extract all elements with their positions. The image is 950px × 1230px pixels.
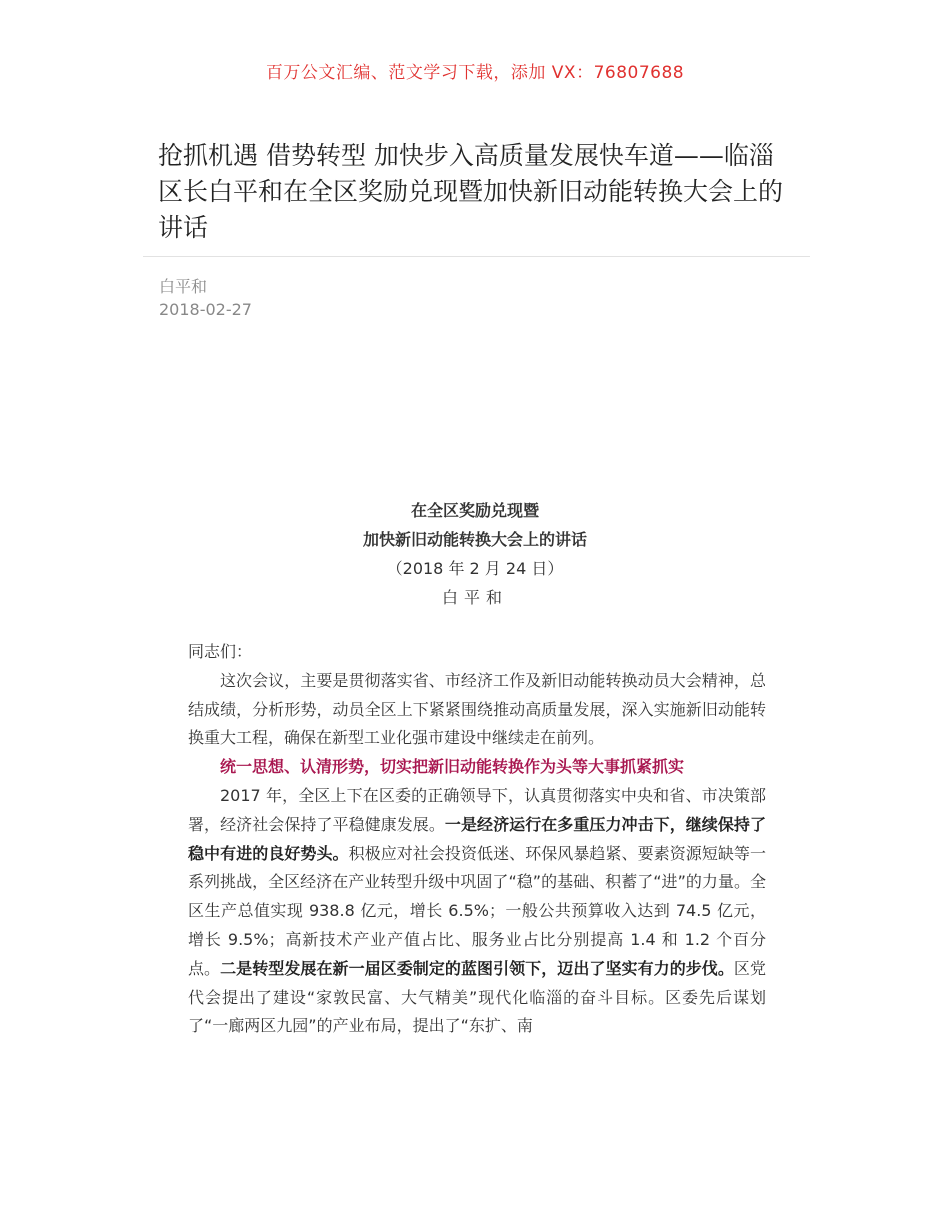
title-divider bbox=[143, 256, 810, 257]
intro-paragraph: 这次会议，主要是贯彻落实省、市经济工作及新旧动能转换动员大会精神，总结成绩，分析形势，动员全区上下紧紧围绕推动高质量发展，深入实施新旧动能转换重大工程，确保在新型工业化强市建设中继续走在前列。 bbox=[188, 670, 766, 748]
section-heading: 统一思想、认清形势，切实把新旧动能转换作为头等大事抓紧抓实 bbox=[220, 757, 685, 777]
article-title: 抢抓机遇 借势转型 加快步入高质量发展快车道——临淄区长白平和在全区奖励兑现暨加快新旧动能转换大会上的讲话 bbox=[158, 141, 784, 242]
article-author: 白平和 bbox=[159, 277, 208, 296]
speech-speaker: 白平和 bbox=[441, 588, 508, 607]
paragraph-text: 积极应对社会投资低迷、环保风暴趋紧、要素资源短缺等一系列挑战，全区经济在产业转型升级中巩固了“稳”的基础、积蓄了“进”的力量。全区生产总值实现 938.8 亿元，增长 6.5%；一般公共预算收入达到 74.5 亿元，增长 9.5%；高新技术产业产值占比、服务业占比分别提高 1.4 和 1.2 个百分点。 bbox=[188, 843, 766, 978]
paragraph-text: 2017 年，全区上下在区委的正确领导下，认真贯彻落实中央和省、市决策部署，经济社会保持了平稳健康发展。 bbox=[188, 785, 766, 834]
article-date: 2018-02-27 bbox=[159, 300, 252, 319]
speech-date: （2018 年 2 月 24 日） bbox=[386, 559, 564, 578]
article-meta bbox=[159, 275, 252, 321]
paragraph-text: 区党代会提出了建设“家敦民富、大气精美”现代化临淄的奋斗目标。区委先后谋划了“一廊两区九园”的产业布局，提出了“东扩、南 bbox=[188, 958, 766, 1036]
speech-heading-line2: 加快新旧动能转换大会上的讲话 bbox=[362, 530, 587, 549]
salutation: 同志们： bbox=[188, 642, 253, 661]
body-paragraph bbox=[188, 782, 766, 1041]
watermark-banner: 百万公文汇编、范文学习下载，添加 VX：76807688 bbox=[265, 63, 685, 83]
speech-body bbox=[188, 638, 766, 1041]
speech-header bbox=[0, 496, 950, 612]
speech-heading-line1: 在全区奖励兑现暨 bbox=[410, 501, 539, 520]
paragraph-bold-point: 一是经济运行在多重压力冲击下，继续保持了稳中有进的良好势头。 bbox=[188, 814, 766, 863]
paragraph-bold-point: 二是转型发展在新一届区委制定的蓝图引领下，迈出了坚实有力的步伐。 bbox=[220, 958, 734, 978]
